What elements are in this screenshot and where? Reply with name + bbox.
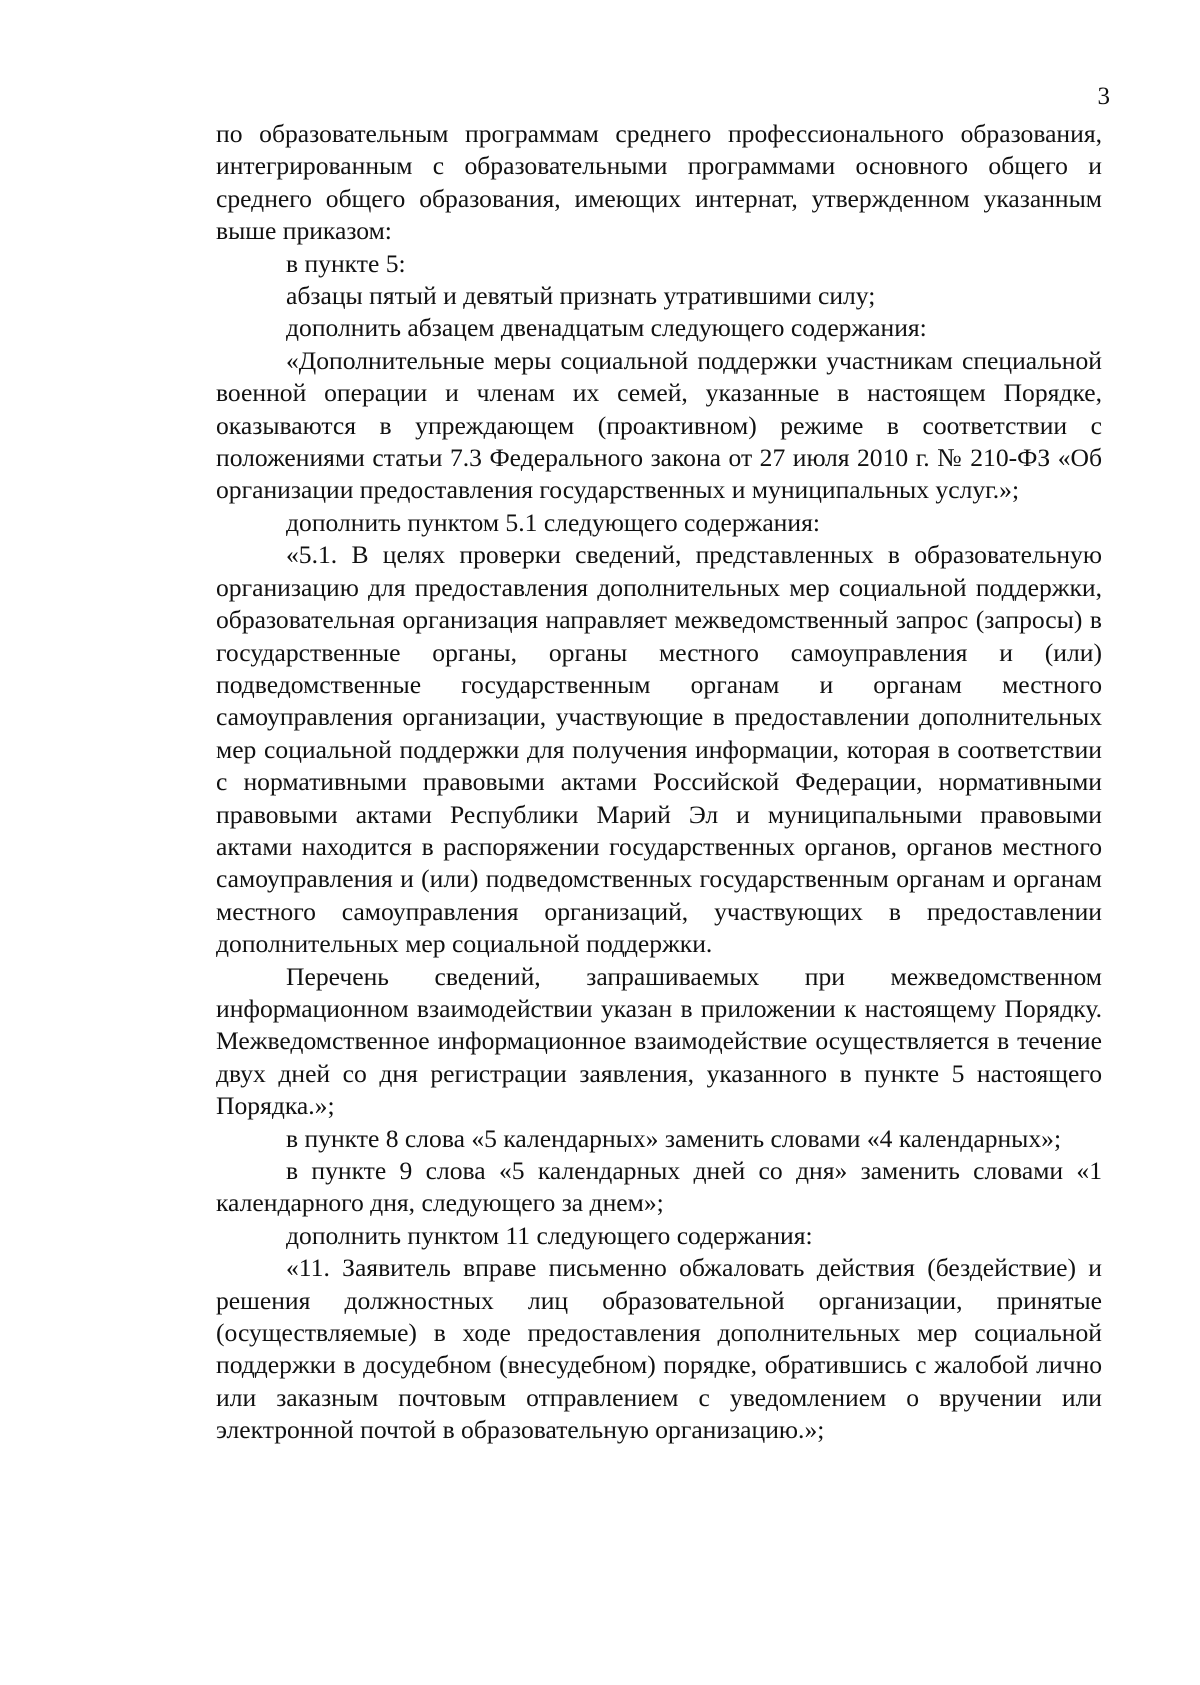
paragraph: в пункте 9 слова «5 календарных дней со дня» заменить словами «1 календарного дня, следующего за днем»; [216, 1156, 1102, 1218]
paragraph: в пункте 5: [286, 248, 406, 278]
paragraph: дополнить абзацем двенадцатым следующего содержания: [286, 313, 927, 343]
paragraph: абзацы пятый и девятый признать утратившими силу; [286, 281, 876, 311]
paragraph: «11. Заявитель вправе письменно обжаловать действия (бездействие) и решения должностных лиц образовательной организации, принятые (осуществляемые) в ходе предоставления дополнительных мер социальной поддержки в досудебном (внесудебном) порядке, обратившись с жалобой лично или заказным почтовым отправлением с уведомлением о вручении или электронной почтой в образовательную организацию.»; [216, 1253, 1102, 1445]
paragraph: по образовательным программам среднего профессионального образования, интегрированным с образовательными программами основного общего и среднего общего образования, имеющих интернат, утвержденном указанным выше приказом: [216, 119, 1102, 246]
paragraph: «5.1. В целях проверки сведений, представленных в образовательную организацию для предоставления дополнительных мер социальной поддержки, образовательная организация направляет межведомственный запрос (запросы) в государственные органы, органы местного самоуправления и (или) подведомственные государственным органам и органам местного самоуправления организации, участвующие в предоставлении дополнительных мер социальной поддержки для получения информации, которая в соответствии с нормативными правовыми актами Российской Федерации, нормативными правовыми актами Республики Марий Эл и муниципальными правовыми актами находится в распоряжении государственных органов, органов местного самоуправления и (или) подведомственных государственным органам и органам местного самоуправления организаций, участвующих в предоставлении дополнительных мер социальной поддержки. [216, 540, 1102, 959]
paragraph: дополнить пунктом 5.1 следующего содержания: [286, 507, 820, 537]
paragraph: дополнить пунктом 11 следующего содержания: [286, 1220, 813, 1250]
paragraph: в пункте 8 слова «5 календарных» заменить словами «4 календарных»; [286, 1123, 1062, 1153]
paragraph: Перечень сведений, запрашиваемых при межведомственном информационном взаимодействии указан в приложении к настоящему Порядку. Межведомственное информационное взаимодействие осуществляется в течение двух дней со дня регистрации заявления, указанного в пункте 5 настоящего Порядка.»; [216, 961, 1102, 1121]
document-body [216, 118, 1102, 1447]
page-number: 3 [1097, 83, 1110, 110]
paragraph: «Дополнительные меры социальной поддержки участникам специальной военной операции и членам их семей, указанные в настоящем Порядке, оказываются в упреждающем (проактивном) режиме в соответствии с положениями статьи 7.3 Федерального закона от 27 июля 2010 г. № 210-ФЗ «Об организации предоставления государственных и муниципальных услуг.»; [216, 345, 1102, 505]
